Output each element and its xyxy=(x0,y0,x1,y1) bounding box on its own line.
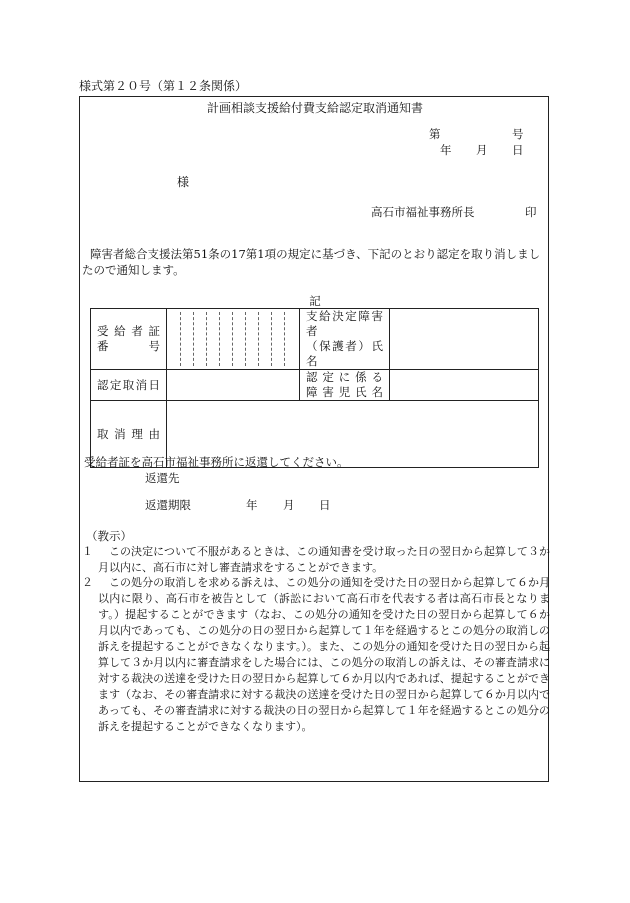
guardian-name-label xyxy=(300,309,390,370)
guardian-name-field[interactable] xyxy=(390,309,539,370)
seal-mark: 印 xyxy=(525,205,537,219)
form-number-label: 様式第２０号（第１２条関係） xyxy=(79,79,248,93)
recipient-suffix: 様 xyxy=(177,175,190,189)
notice-number: １ xyxy=(82,545,93,558)
cancel-date-label-text: 認定取消日 xyxy=(97,377,160,392)
child-name-field[interactable] xyxy=(390,370,539,401)
return-date-month: 月 xyxy=(283,498,295,512)
cert-number-input-cells[interactable] xyxy=(167,309,300,370)
notice-text: この決定について不服があるときは、この通知書を受け取った日の翌日から起算して３か月以内に、高石市に対し審査請求をすることができます。 xyxy=(98,545,550,574)
cancel-date-field[interactable] xyxy=(167,370,300,401)
doc-number-prefix: 第 xyxy=(429,127,441,141)
info-table xyxy=(90,308,539,468)
cancel-date-label xyxy=(91,370,167,401)
instruction-heading: （教示） xyxy=(86,529,132,543)
cert-number-label-line-2: 番号 xyxy=(97,339,160,353)
return-destination-label: 返還先 xyxy=(145,471,180,485)
guardian-name-label-line-2: （保護者）氏名 xyxy=(306,339,383,368)
guardian-name-label-line-1: 支給決定障害者 xyxy=(306,309,383,338)
date-year: 年 xyxy=(440,143,452,157)
return-date-year: 年 xyxy=(246,498,258,512)
notice-item-2 xyxy=(82,575,550,735)
return-deadline-label: 返還期限 xyxy=(145,498,191,512)
issuer-name: 高石市福祉事務所長 xyxy=(371,205,475,219)
body-text-line-2: たので通知します。 xyxy=(82,263,185,277)
notice-item-1 xyxy=(82,544,550,576)
doc-number-suffix: 号 xyxy=(512,127,524,141)
body-text-line-1: 障害者総合支援法第51条の17第1項の規定に基づき、下記のとおり認定を取り消しまし xyxy=(90,247,541,261)
document-title: 計画相談支援給付費支給認定取消通知書 xyxy=(206,101,423,115)
notice-number: ２ xyxy=(82,576,93,589)
cert-number-label xyxy=(91,309,167,370)
child-name-label-line-1: 認定に係る xyxy=(306,370,383,384)
child-name-label xyxy=(300,370,390,401)
return-note: 受給者証を高石市福祉事務所に返還してください。 xyxy=(84,455,349,469)
date-day: 日 xyxy=(512,143,524,157)
return-date-day: 日 xyxy=(319,498,331,512)
date-month: 月 xyxy=(476,143,488,157)
ki-heading: 記 xyxy=(309,294,321,308)
notice-text: この処分の取消しを求める訴えは、この処分の通知を受けた日の翌日から起算して６か月以内に限り、高石市を被告として（訴訟において高石市を代表する者は高石市長となります。）提起することができます（なお、この処分の通知を受けた日の翌日から起算して６か月以内であっても、この処分の日の翌日から起算して１年を経過するとこの処分の取消しの訴えを提起することができなくなります。）。また、この処分の通知を受けた日の翌日から起算して３か月以内に審査請求をした場合には、この処分の取消しの訴えは、その審査請求に対する裁決の送達を受けた日の翌日から起算して６か月以内であれば、提起することができます（なお、その審査請求に対する裁決の送達を受けた日の翌日から起算して６か月以内であっても、その審査請求に対する裁決の日の翌日から起算して１年を経過するとこの処分の訴えを提起することができなくなります）。 xyxy=(98,576,550,733)
cert-number-label-line-1: 受給者証 xyxy=(97,324,160,338)
child-name-label-line-2: 障害児氏名 xyxy=(306,385,383,399)
cancel-reason-label-text: 取消理由 xyxy=(97,426,160,441)
